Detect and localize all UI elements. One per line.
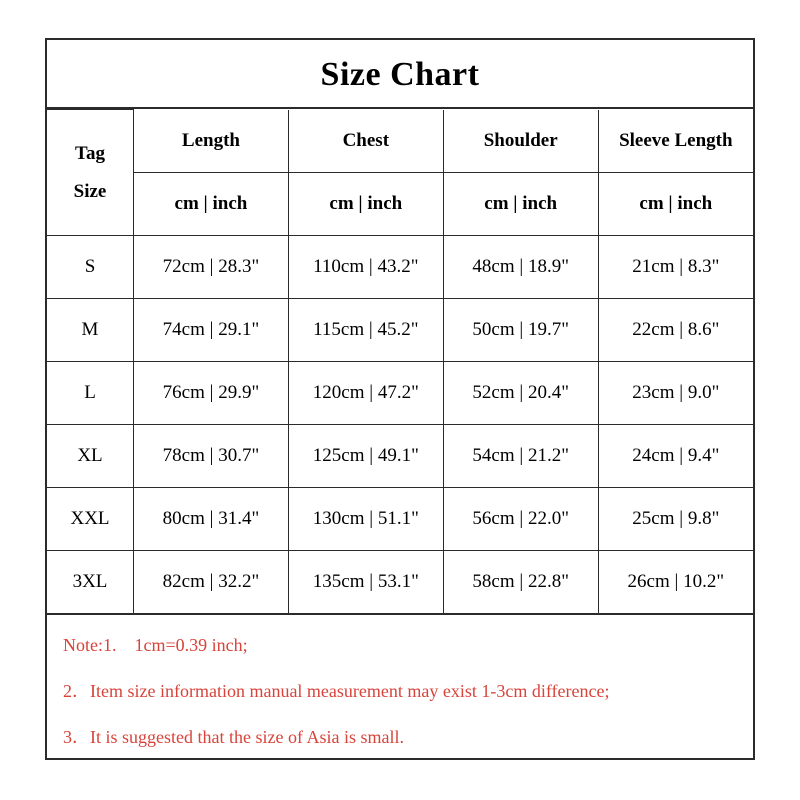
column-header-chest: Chest — [288, 110, 443, 173]
row-size-label: 3XL — [47, 550, 134, 613]
cell-shoulder: 56cm | 22.0" — [443, 487, 598, 550]
notes-section — [47, 614, 753, 760]
note-line-2: 2．Item size information manual measurement may exist 1-3cm difference; — [63, 681, 610, 702]
row-size-label: XL — [47, 424, 134, 487]
cell-sleeve: 22cm | 8.6" — [598, 298, 753, 361]
table-row — [47, 235, 753, 298]
cell-shoulder: 50cm | 19.7" — [443, 298, 598, 361]
cell-length: 82cm | 32.2" — [134, 550, 289, 613]
row-size-label: S — [47, 235, 134, 298]
cell-length: 76cm | 29.9" — [134, 361, 289, 424]
row-size-label: M — [47, 298, 134, 361]
table-row — [47, 361, 753, 424]
cell-length: 78cm | 30.7" — [134, 424, 289, 487]
cell-chest: 130cm | 51.1" — [288, 487, 443, 550]
cell-length: 74cm | 29.1" — [134, 298, 289, 361]
cell-shoulder: 54cm | 21.2" — [443, 424, 598, 487]
cell-sleeve: 26cm | 10.2" — [598, 550, 753, 613]
cell-shoulder: 48cm | 18.9" — [443, 235, 598, 298]
cell-sleeve: 24cm | 9.4" — [598, 424, 753, 487]
cell-sleeve: 23cm | 9.0" — [598, 361, 753, 424]
tag-header-line2: Size — [73, 180, 107, 202]
table-header-row-main — [47, 110, 753, 173]
table-row — [47, 424, 753, 487]
cell-shoulder: 58cm | 22.8" — [443, 550, 598, 613]
note-line-1: Note:1. 1cm=0.39 inch; — [63, 634, 248, 655]
note-line-3: 3．It is suggested that the size of Asia is small. — [63, 727, 404, 748]
column-unit-sleeve-length: cm | inch — [598, 172, 753, 235]
cell-chest: 115cm | 45.2" — [288, 298, 443, 361]
table-row — [47, 298, 753, 361]
table-row — [47, 550, 753, 613]
row-size-label: XXL — [47, 487, 134, 550]
cell-shoulder: 52cm | 20.4" — [443, 361, 598, 424]
column-header-length: Length — [134, 110, 289, 173]
cell-sleeve: 25cm | 9.8" — [598, 487, 753, 550]
column-unit-length: cm | inch — [134, 172, 289, 235]
table-header-row-units — [47, 172, 753, 235]
cell-length: 72cm | 28.3" — [134, 235, 289, 298]
size-table — [47, 109, 753, 614]
cell-chest: 110cm | 43.2" — [288, 235, 443, 298]
column-header-shoulder: Shoulder — [443, 110, 598, 173]
cell-sleeve: 21cm | 8.3" — [598, 235, 753, 298]
cell-chest: 120cm | 47.2" — [288, 361, 443, 424]
table-row — [47, 487, 753, 550]
cell-chest: 125cm | 49.1" — [288, 424, 443, 487]
column-header-sleeve-length: Sleeve Length — [598, 110, 753, 173]
column-unit-chest: cm | inch — [288, 172, 443, 235]
tag-size-header — [47, 110, 134, 236]
cell-length: 80cm | 31.4" — [134, 487, 289, 550]
page-title: Size Chart — [47, 40, 753, 109]
row-size-label: L — [47, 361, 134, 424]
cell-chest: 135cm | 53.1" — [288, 550, 443, 613]
size-chart-container — [45, 38, 755, 760]
column-unit-shoulder: cm | inch — [443, 172, 598, 235]
tag-header-line1: Tag — [75, 142, 105, 164]
